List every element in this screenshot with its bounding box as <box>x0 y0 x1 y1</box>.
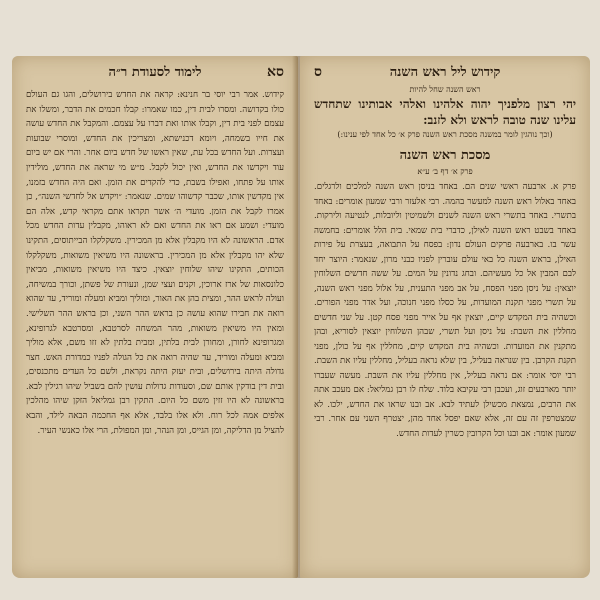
tractate-heading: מסכת ראש השנה <box>399 148 491 163</box>
right-running-head: קידוש ליל ראש השנה <box>389 65 501 80</box>
right-page-text: פרק א. ארבעה ראשי שנים הם. באחד בניסן ראש השנה למלכים ולרגלים. באחד באלול ראש השנה למעשר בהמה. רבי אלעזר ורבי שמעון אומרים: באחד בתשרי. באחד בתשרי ראש השנה לשנים ולשמיטין וליובלות, לנטיעה ולירקות. באחד בשבט ראש השנה לאילן, כדברי בית שמאי. בית הלל אומרים: בחמשה עשר בו. בארבעה פרקים העולם נדון: בפסח על התבואה, בעצרת על פירות האילן, בראש השנה כל באי עולם עוברין לפניו כבני מרון, שנאמר: היוצר יחד לבם המבין אל כל מעשיהם. ובחג נדונין על המים. על ששה חדשים השלוחין יוצאין: על ניסן מפני הפסח, על אב מפני התענית, על אלול מפני ראש השנה, על תשרי מפני תקנת המועדות, על כסלו מפני חנוכה, ועל אדר מפני הפורים. וכשהיה בית המקדש קיים, יוצאין אף על אייר מפני פסח קטן. על שני חדשים מחללין את השבת: על ניסן ועל תשרי, שבהן השלוחין יוצאין לסוריא, ובהן מתקנין את המועדות. וכשהיה בית המקדש קיים, מחללין אף על כולן, מפני תקנת הקרבן. בין שנראה בעליל, בין שלא נראה בעליל, מחללין עליו את השבת. רבי יוסי אומר: אם נראה בעליל, אין מחללין עליו את השבת. מעשה שעברו יותר מארבעים זוג, ועכבן רבי עקיבא בלוד. שלח לו רבן גמליאל: אם מעכב אתה את הרבים, נמצאת מכשילן לעתיד לבא. אב ובנו שראו את החדש, ילכו. לא שמצטרפין זה עם זה, אלא שאם יפסל אחד מהן, יצטרף השני עם אחר. רבי שמעון אומר: אב ובנו וכל הקרובין כשרין לעדות החדש. <box>314 182 576 439</box>
opening-prayer: יהי רצון מלפניך יהוה אלהינו ואלהי אבותינו שתחדש עלינו שנה טובה לראש ולא לזנב: <box>314 97 576 127</box>
left-page <box>12 56 298 578</box>
custom-note: (וכך נוהגין לומר במשנה מסכת ראש השנה פרק א׳ כל אחד לפי ענינו:) <box>337 130 553 139</box>
right-page-number: ס <box>314 64 322 80</box>
right-page <box>300 56 590 578</box>
left-running-head: לימוד לסעודת ר״ה <box>108 65 202 80</box>
right-page-header <box>314 64 576 84</box>
left-page-text: קידוש. אמר רבי יוסי בר חנינא: קראה את החדש בירושלים, והגו גם העולם כולו בקדושה. ומסרו לבית דין, כמו שאמרו: קבלו חכמים את הדבר, ומשלו את עצמם לפני בית דין, וקבלו אותו ואת דברו על עצמם. והמקבל את החדש עושה את חייו בשמחה, ויומא דכנישתא, ומצריכין את החדש, ומוסרי שבועות ועצרות. ועל החדש בכל עת, שאין ראשו של חדש ביום אחר. והרי אם יש ביום עוד ויקדשו את החדש, ואין יכול לקבל. מ״ש מי שראה את החדש, מולידין אותו על פתחו, ואפילו בשבת, כדי להקדים את הזמן. ואם היה החדש בזמנו, אין מקדשין אותו, שכבר קדשוהו שמים. שנאמר: ״ויקדש אל לחדשי השנה״, כן אמרו לקבל את הזמן. מועדי ה׳ אשר תקראו אתם מקראי קדש, אלה הם מועדי: ושמע אם ראו את החדש ואם לא ראוהו, מקבלין עדות החדש מכל אדם. הראשונה לא היו מקבלין אלא מן המכירין. משקלקלו הבייתוסים, התקינו שלא יהו מקבלין אלא מן המכירין. בראשונה היו משיאין משואות, משקלקלו הכותים, התקינו שיהו שלוחין יוצאין. כיצד היו משיאין משואות, מביאין כלונסאות של ארז ארוכין, וקנים ועצי שמן, ונעורת של פשתן, וכורך במשיחה, ועולה לראש ההר, ומצית בהן את האור, ומוליך ומביא ומעלה ומוריד, עד שהוא רואה את חבירו שהוא עושה כן בראש ההר השני, וכן בראש ההר השלישי. ומאין היו משיאין משואות, מהר המשחה לסרטבא, ומסרטבא לגרופינא, ומגרופינא לחורן, ומחורן לבית בלתין, ומבית בלתין לא זזו משם, אלא מוליך ומביא ומעלה ומוריד, עד שהיה רואה את כל הגולה לפניו כמדורת האש. חצר גדולה היתה בירושלים, ובית יעזק היתה נקראת, ולשם כל העדים מתכנסים, ובית דין בודקין אותם שם, וסעודות גדולות עושין להם בשביל שיהו רגילין לבא. בראשונה לא היו זזין משם כל היום. התקין רבן גמליאל הזקן שיהו מהלכין אלפים אמה לכל רוח. ולא אלו בלבד, אלא אף החכמה הבאה לילד, והבא להציל מן הדליקה, ומן הגייס, ומן הנהר, ומן המפולת, הרי אלו כאנשי העיר. <box>26 90 284 436</box>
left-page-number: סא <box>267 64 284 80</box>
chapter-reference: פרק א׳ דף ב׳ ע״א <box>417 167 473 176</box>
right-intro-line: ראש השנה שחל להיות <box>409 85 481 94</box>
left-page-header <box>26 64 284 84</box>
